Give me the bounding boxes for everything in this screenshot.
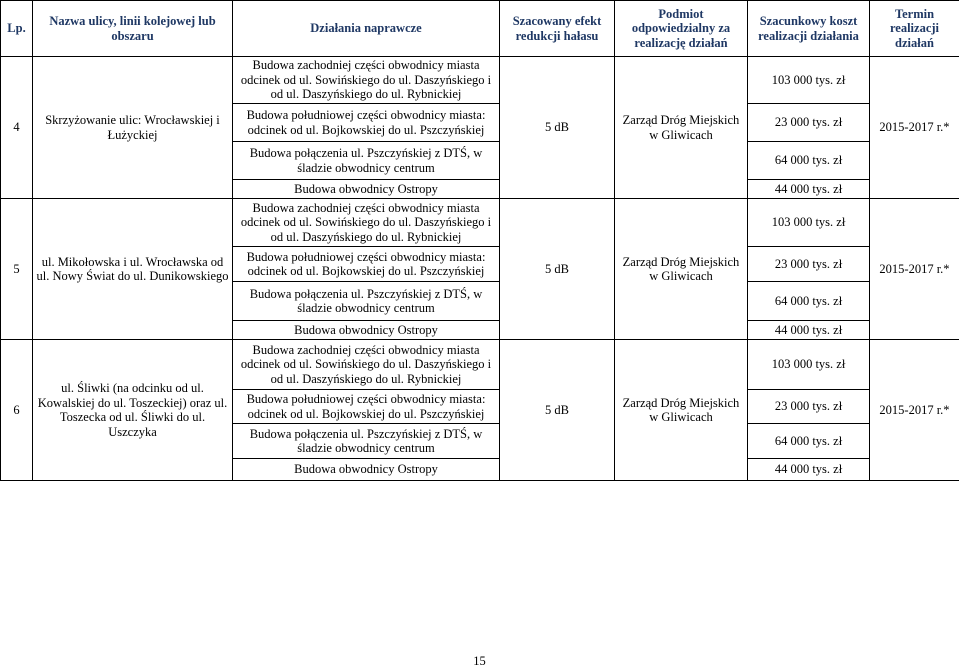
- action-cell: Budowa zachodniej części obwodnicy miasta odcinek od ul. Sowińskiego do ul. Daszyńskiego i od ul. Daszyńskiego do ul. Rybnickiej: [233, 199, 500, 247]
- header-lp: Lp.: [1, 1, 33, 57]
- noise-cell: 5 dB: [500, 57, 615, 199]
- header-noise: Szacowany efekt redukcji hałasu: [500, 1, 615, 57]
- cost-cell: 44 000 tys. zł: [748, 459, 870, 481]
- table-row: [1, 57, 959, 104]
- cost-cell: 64 000 tys. zł: [748, 424, 870, 459]
- cost-cell: 23 000 tys. zł: [748, 104, 870, 142]
- action-cell: Budowa zachodniej części obwodnicy miasta odcinek od ul. Sowińskiego do ul. Daszyńskiego i od ul. Daszyńskiego do ul. Rybnickiej: [233, 57, 500, 104]
- street-cell: ul. Mikołowska i ul. Wrocławska od ul. Nowy Świat do ul. Dunikowskiego: [33, 199, 233, 340]
- action-cell: Budowa połączenia ul. Pszczyńskiej z DTŚ, w śladzie obwodnicy centrum: [233, 142, 500, 180]
- cost-cell: 23 000 tys. zł: [748, 247, 870, 282]
- term-cell: 2015-2017 r.*: [870, 340, 959, 481]
- cost-cell: 103 000 tys. zł: [748, 199, 870, 247]
- table-row: [1, 199, 959, 247]
- action-cell: Budowa połączenia ul. Pszczyńskiej z DTŚ, w śladzie obwodnicy centrum: [233, 424, 500, 459]
- action-cell: Budowa południowej części obwodnicy miasta: odcinek od ul. Bojkowskiej do ul. Pszczyńskiej: [233, 390, 500, 424]
- noise-cell: 5 dB: [500, 340, 615, 481]
- street-cell: Skrzyżowanie ulic: Wrocławskiej i Łużyckiej: [33, 57, 233, 199]
- entity-cell: Zarząd Dróg Miejskich w Gliwicach: [615, 199, 748, 340]
- page-number: 15: [473, 654, 486, 668]
- cost-cell: 23 000 tys. zł: [748, 390, 870, 424]
- action-cell: Budowa południowej części obwodnicy miasta: odcinek od ul. Bojkowskiej do ul. Pszczyńskiej: [233, 104, 500, 142]
- entity-cell: Zarząd Dróg Miejskich w Gliwicach: [615, 57, 748, 199]
- cost-cell: 64 000 tys. zł: [748, 282, 870, 321]
- entity-cell: Zarząd Dróg Miejskich w Gliwicach: [615, 340, 748, 481]
- cost-cell: 103 000 tys. zł: [748, 340, 870, 390]
- action-cell: Budowa obwodnicy Ostropy: [233, 180, 500, 199]
- lp-cell: 5: [1, 199, 33, 340]
- action-cell: Budowa zachodniej części obwodnicy miasta odcinek od ul. Sowińskiego do ul. Daszyńskiego i od ul. Daszyńskiego do ul. Rybnickiej: [233, 340, 500, 390]
- header-street: Nazwa ulicy, linii kolejowej lub obszaru: [33, 1, 233, 57]
- header-term: Termin realizacji działań: [870, 1, 959, 57]
- action-cell: Budowa połączenia ul. Pszczyńskiej z DTŚ, w śladzie obwodnicy centrum: [233, 282, 500, 321]
- lp-cell: 4: [1, 57, 33, 199]
- header-cost: Szacunkowy koszt realizacji działania: [748, 1, 870, 57]
- lp-cell: 6: [1, 340, 33, 481]
- action-cell: Budowa obwodnicy Ostropy: [233, 321, 500, 340]
- action-cell: Budowa obwodnicy Ostropy: [233, 459, 500, 481]
- term-cell: 2015-2017 r.*: [870, 57, 959, 199]
- cost-cell: 44 000 tys. zł: [748, 180, 870, 199]
- noise-cell: 5 dB: [500, 199, 615, 340]
- table-row: [1, 340, 959, 390]
- cost-cell: 103 000 tys. zł: [748, 57, 870, 104]
- street-cell: ul. Śliwki (na odcinku od ul. Kowalskiej do ul. Toszeckiej) oraz ul. Toszecka od ul. Śliwki do ul. Uszczyka: [33, 340, 233, 481]
- action-cell: Budowa południowej części obwodnicy miasta: odcinek od ul. Bojkowskiej do ul. Pszczyńskiej: [233, 247, 500, 282]
- header-entity: Podmiot odpowiedzialny za realizację działań: [615, 1, 748, 57]
- cost-cell: 64 000 tys. zł: [748, 142, 870, 180]
- term-cell: 2015-2017 r.*: [870, 199, 959, 340]
- header-actions: Działania naprawcze: [233, 1, 500, 57]
- cost-cell: 44 000 tys. zł: [748, 321, 870, 340]
- header-row: [1, 1, 959, 57]
